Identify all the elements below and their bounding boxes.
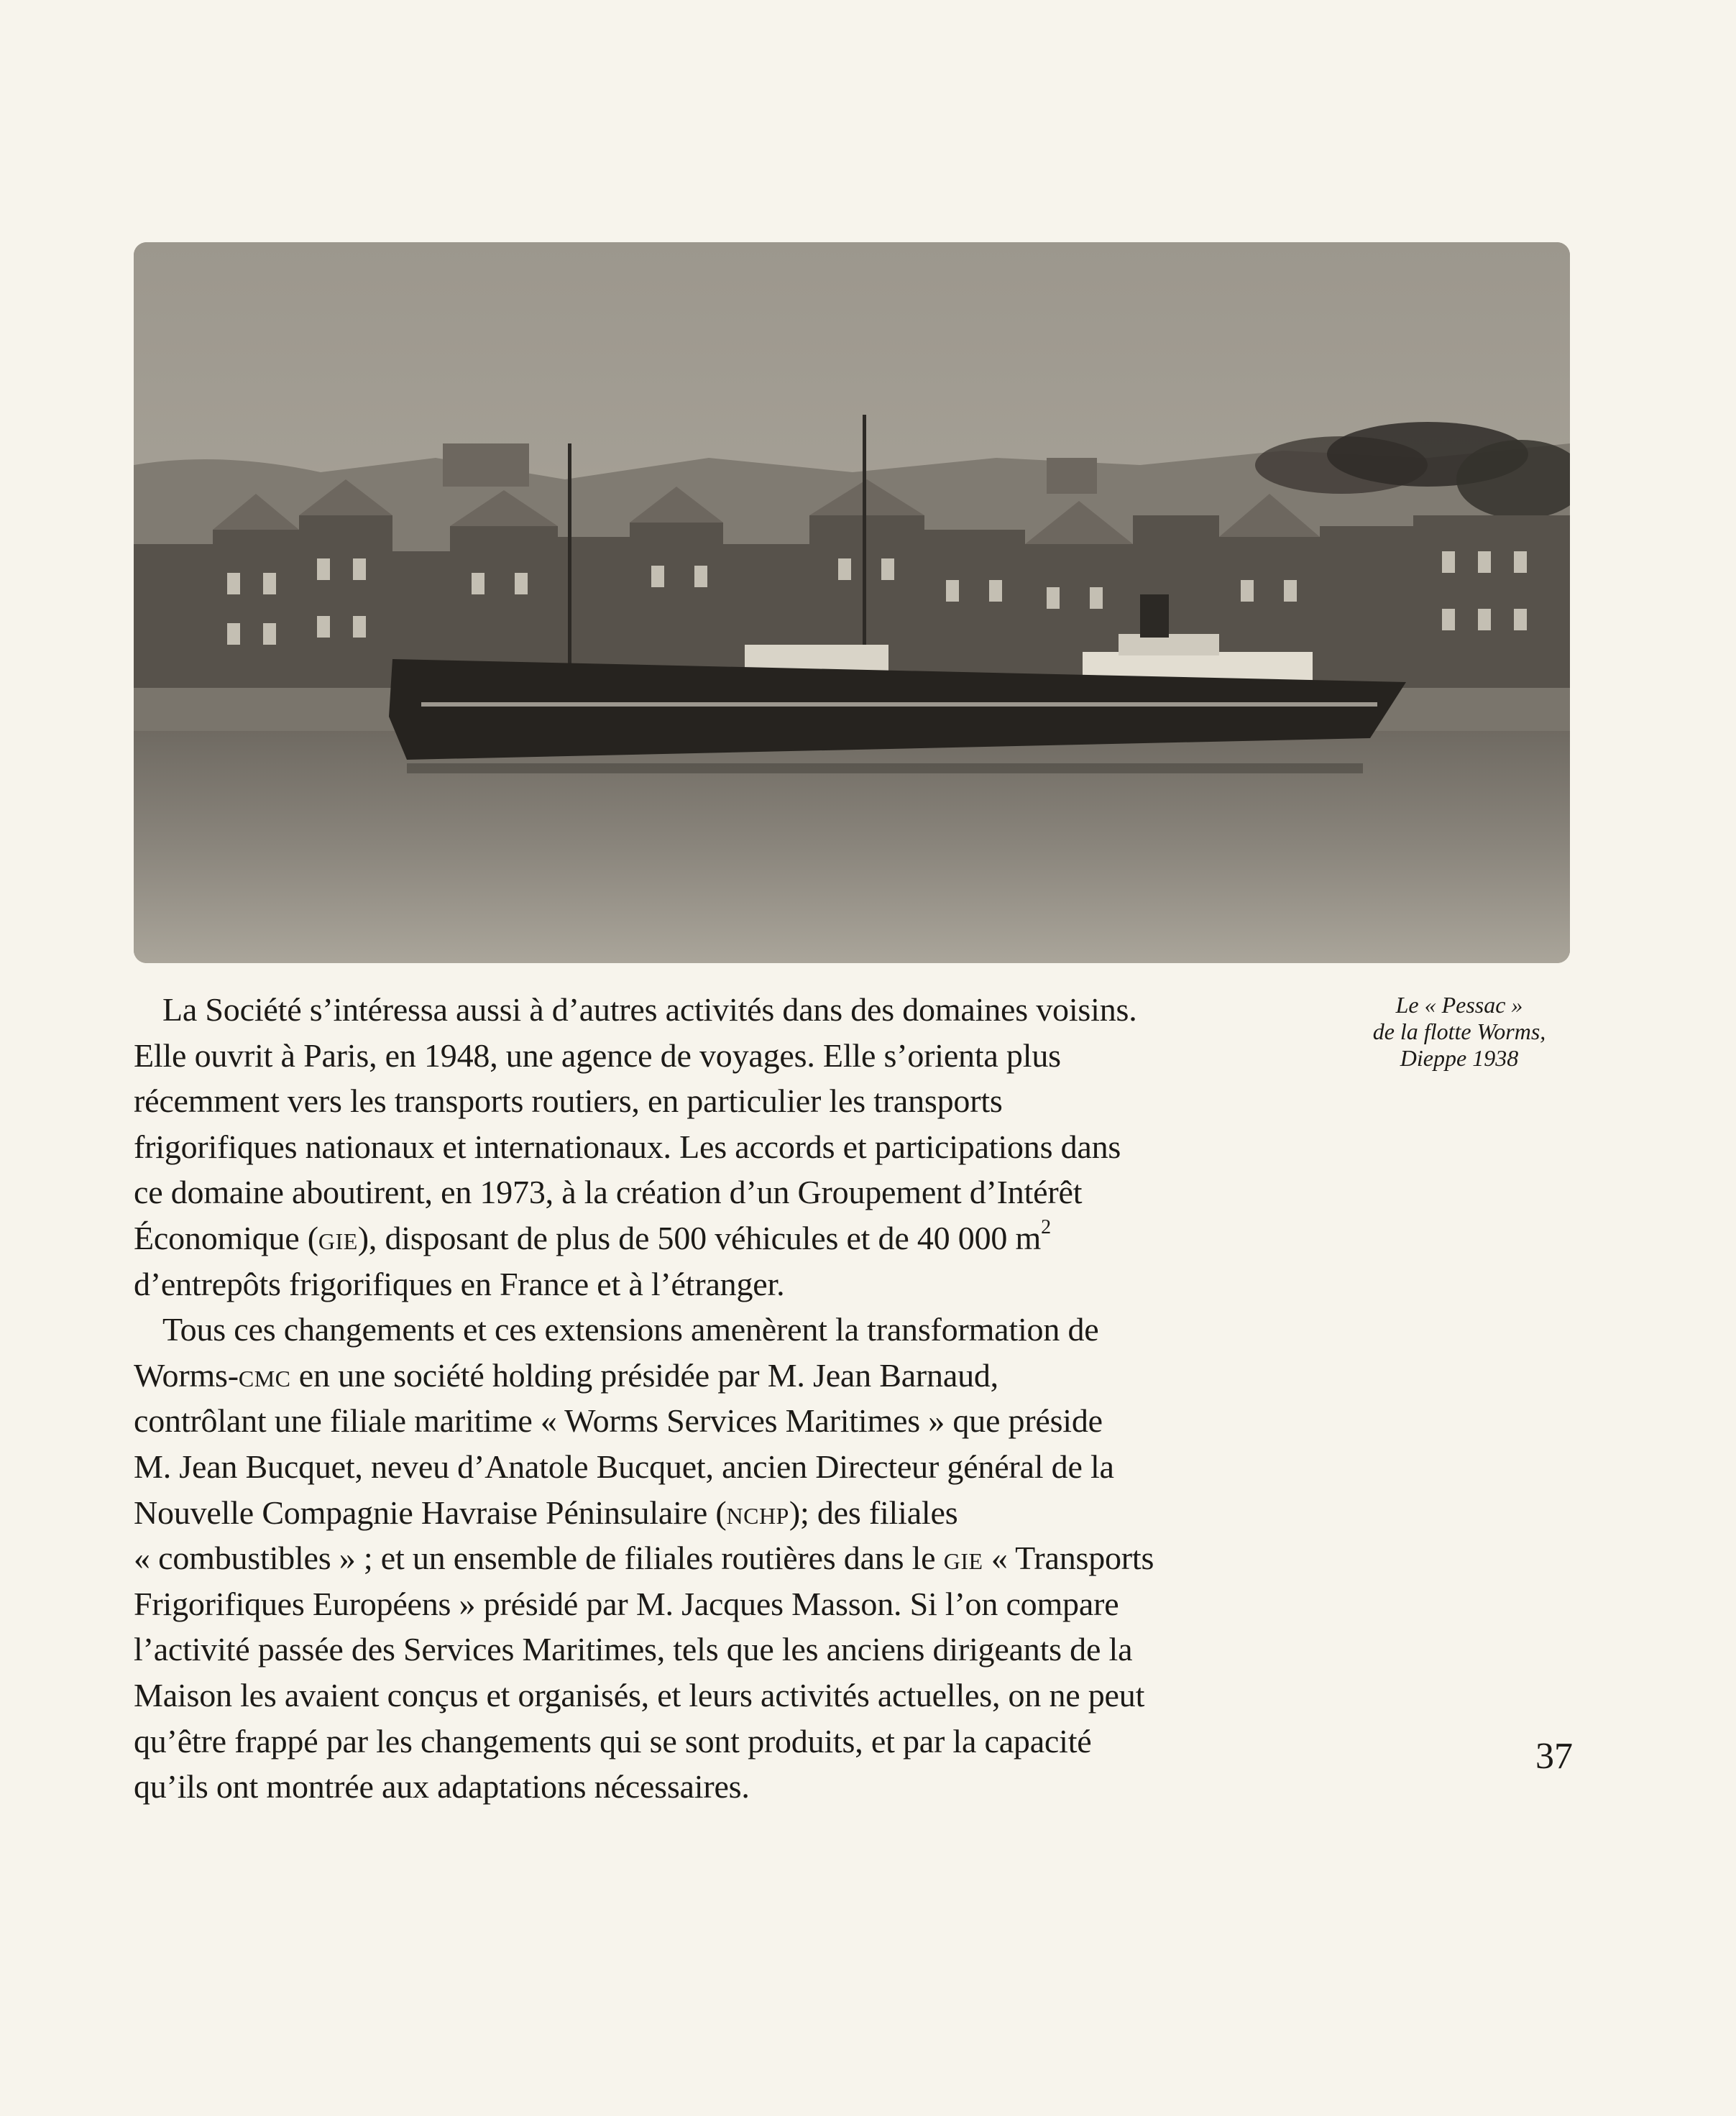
superscript: 2 [1041, 1215, 1051, 1238]
page-number: 37 [1535, 1736, 1573, 1777]
text-line: en une société holding présidée par M. Jean Barnaud, [290, 1356, 998, 1394]
text-line: ce domaine aboutirent, en 1973, à la création d’un Groupement d’Intérêt [134, 1174, 1083, 1211]
body-text [134, 987, 1241, 1810]
caption-line: de la flotte Worms, [1372, 1018, 1546, 1044]
text-line: qu’être frappé par les changements qui se sont produits, et par la capacité [134, 1722, 1092, 1760]
text-line: Maison les avaient conçus et organisés, et leurs activités actuelles, on ne peut [134, 1676, 1145, 1714]
text-line: Économique ( [134, 1219, 318, 1256]
text-line: « combustibles » ; et un ensemble de filiales routières dans le [134, 1540, 944, 1577]
text-line: Nouvelle Compagnie Havraise Péninsulaire ( [134, 1494, 727, 1531]
text-line: contrôlant une filiale maritime « Worms Services Maritimes » que préside [134, 1402, 1103, 1440]
abbreviation: nchp [726, 1494, 789, 1531]
text-line: l’activité passée des Services Maritimes, tels que les anciens dirigeants de la [134, 1631, 1133, 1668]
text-line: Frigorifiques Européens » présidé par M. Jacques Masson. Si l’on compare [134, 1585, 1119, 1622]
ship-photo-illustration [134, 242, 1570, 963]
abbreviation: cmc [238, 1356, 291, 1394]
photo-caption [1308, 992, 1610, 1072]
text-line: « Transports [983, 1540, 1154, 1577]
text-line: récemment vers les transports routiers, en particulier les transports [134, 1082, 1003, 1120]
paragraph [134, 987, 1241, 1307]
abbreviation: gie [318, 1219, 358, 1256]
abbreviation: gie [943, 1540, 983, 1577]
caption-line: Le « Pessac » [1395, 992, 1523, 1018]
text-line: d’entrepôts frigorifiques en France et à l’étranger. [134, 1265, 785, 1302]
text-line: La Société s’intéressa aussi à d’autres activités dans des domaines voisins. [162, 991, 1137, 1028]
text-line: qu’ils ont montrée aux adaptations nécessaires. [134, 1768, 750, 1806]
text-line: ), disposant de plus de 500 véhicules et de 40 000 m [357, 1219, 1042, 1256]
text-line: ); des filiales [789, 1494, 958, 1531]
text-line: Worms- [134, 1356, 239, 1394]
text-line: frigorifiques nationaux et internationaux. Les accords et participations dans [134, 1128, 1121, 1165]
text-line: M. Jean Bucquet, neveu d’Anatole Bucquet, ancien Directeur général de la [134, 1448, 1114, 1485]
text-line: Tous ces changements et ces extensions amenèrent la transformation de [162, 1311, 1099, 1348]
harbor-photo [134, 242, 1570, 963]
paragraph [134, 1307, 1241, 1810]
text-line: Elle ouvrit à Paris, en 1948, une agence de voyages. Elle s’orienta plus [134, 1036, 1061, 1074]
caption-line: Dieppe 1938 [1400, 1045, 1519, 1071]
